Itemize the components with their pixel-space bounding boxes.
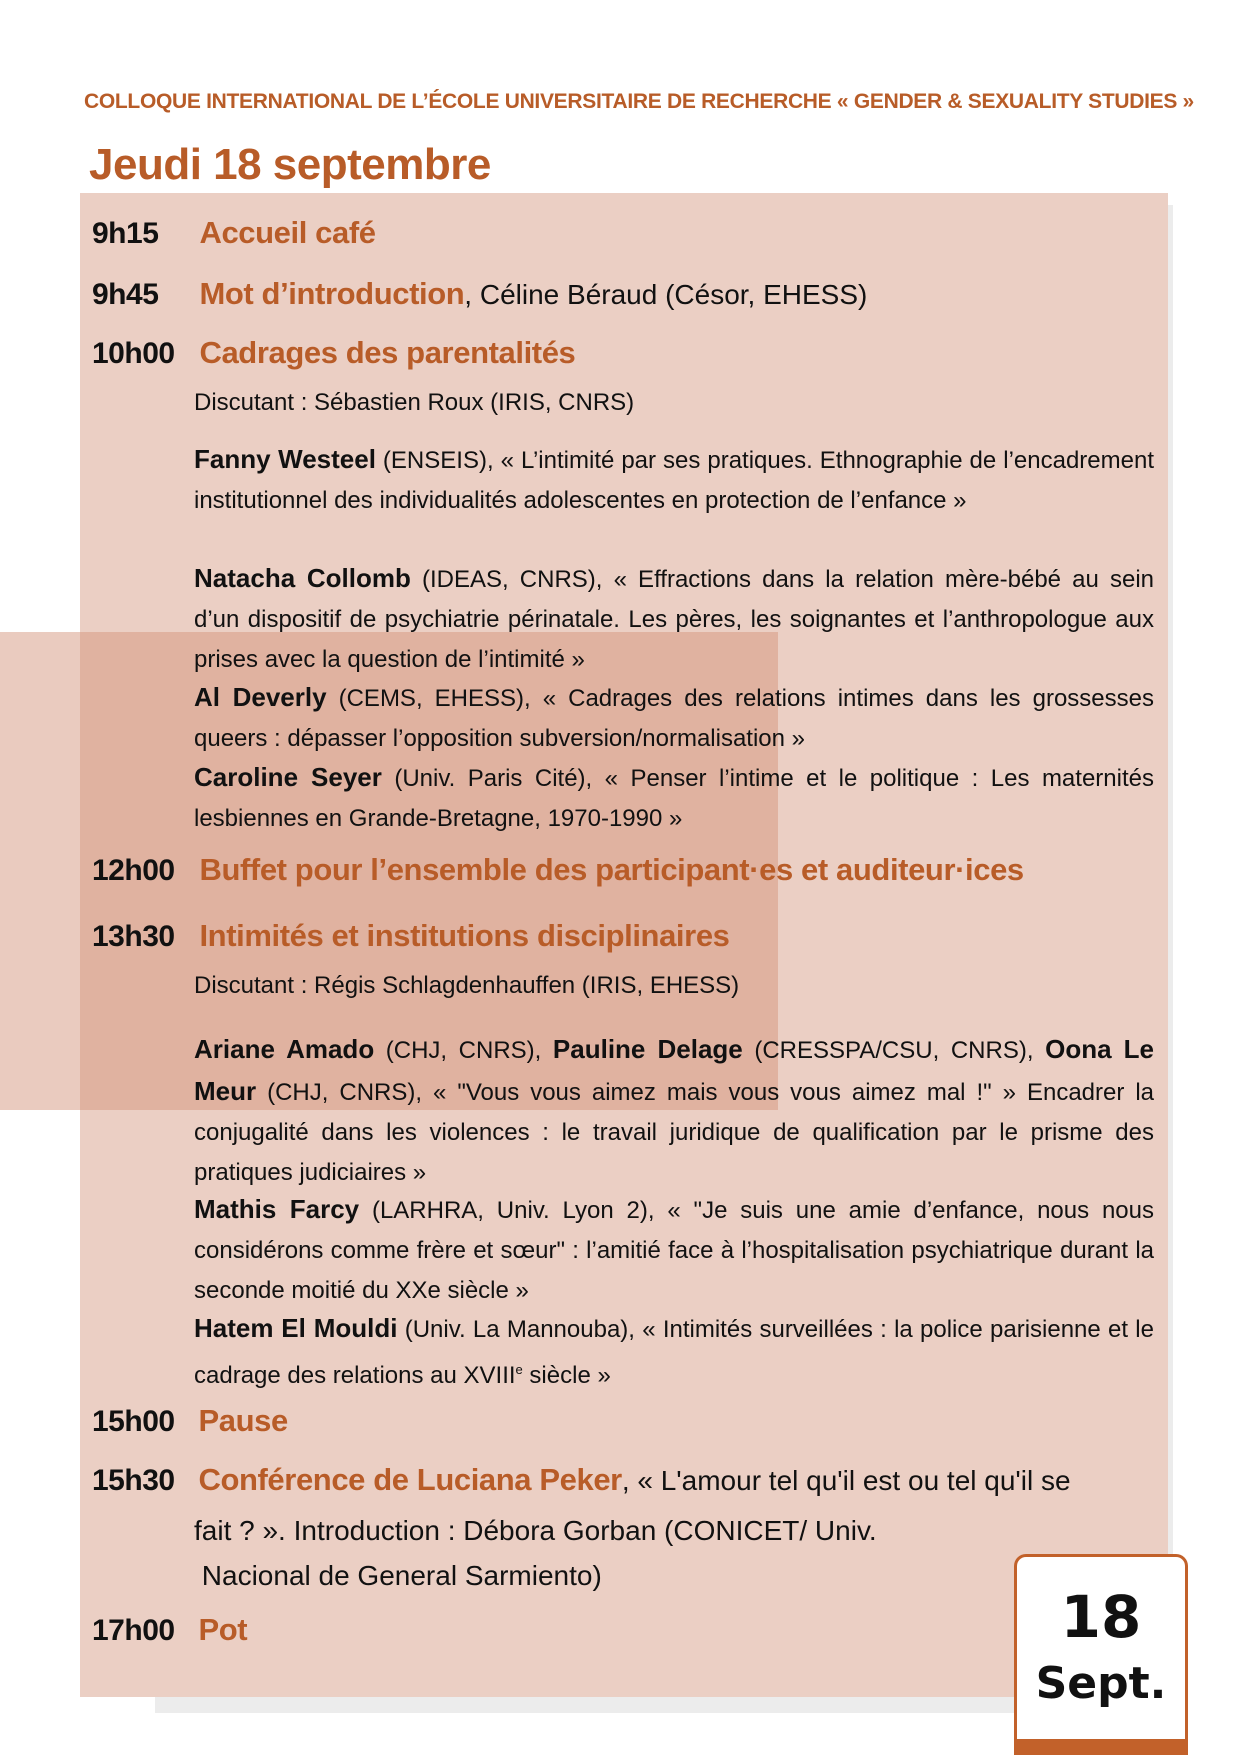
speaker-name: Natacha Collomb [194, 563, 411, 593]
superscript: e [515, 1362, 523, 1377]
speaker-affiliation: (CRESSPA/CSU, CNRS), [742, 1037, 1046, 1064]
session-title: Buffet pour l’ensemble des participant·es et auditeur·ices [199, 852, 1024, 887]
badge-day: 18 [1060, 1583, 1142, 1651]
session-title: Accueil café [199, 215, 376, 250]
session-0915 [92, 215, 376, 251]
badge-bar [1014, 1739, 1188, 1755]
colloque-header: COLLOQUE INTERNATIONAL DE L’ÉCOLE UNIVERSITAIRE DE RECHERCHE « GENDER & SEXUALITY STUDIES » [84, 90, 1194, 113]
speaker-name: Mathis Farcy [194, 1194, 360, 1224]
session-time: 15h00 [92, 1405, 175, 1438]
speaker-name: Pauline Delage [552, 1034, 743, 1064]
session-1700 [92, 1612, 247, 1648]
session-1000 [92, 335, 575, 371]
badge-month: Sept. [1035, 1658, 1167, 1709]
discussant: Discutant : Sébastien Roux (IRIS, CNRS) [194, 389, 635, 416]
talk-text: (Univ. Paris Cité), « Penser l’intime et le politique : Les maternités lesbiennes en Grande-Bretagne, 1970-1990 » [194, 765, 1154, 832]
talk-westeel [194, 439, 1154, 521]
session-1530 [92, 1462, 1071, 1498]
talk-seyer [194, 757, 1154, 839]
speaker-name: Oona Le Meur [194, 1034, 1155, 1106]
talk-collomb [194, 558, 1154, 680]
talk-text: (IDEAS, CNRS), « Effractions dans la relation mère-bébé au sein d’un dispositif de psychiatrie périnatale. Les pères, les soignantes et l’anthropologue aux prises avec la question de l’intimité » [194, 566, 1155, 673]
talk-text: (Univ. La Mannouba), « Intimités surveillées : la police parisienne et le cadrage des relations au XVIII [194, 1316, 1154, 1389]
talk-amado-delage-lemeur [194, 1029, 1154, 1193]
session-time: 10h00 [92, 337, 175, 370]
session-title: Mot d’introduction [199, 276, 465, 311]
session-1200 [92, 852, 1024, 888]
date-badge [1014, 1554, 1188, 1755]
session-title: Pause [198, 1403, 288, 1438]
session-time: 12h00 [92, 854, 175, 887]
session-title: Conférence de Luciana Peker [198, 1462, 622, 1497]
speaker-name: Caroline Seyer [194, 762, 382, 792]
talk-deverly [194, 677, 1154, 759]
speaker-affiliation: (CHJ, CNRS), [374, 1037, 553, 1064]
conference-line-3: Nacional de General Sarmiento) [194, 1560, 602, 1591]
talk-text: (ENSEIS), « L’intimité par ses pratiques. Ethnographie de l’encadrement institutionnel des individualités adolescentes en protection de l’enfance » [194, 447, 1154, 514]
session-0945 [92, 276, 867, 312]
day-title: Jeudi 18 septembre [89, 140, 491, 189]
talk-text: (CEMS, EHESS), « Cadrages des relations intimes dans les grossesses queers : dépasser l’opposition subversion/normalisation » [194, 685, 1154, 752]
speaker-name: Hatem El Mouldi [194, 1313, 398, 1343]
session-speaker: , « L'amour tel qu'il est ou tel qu'il se [621, 1465, 1071, 1496]
session-title: Intimités et institutions disciplinaires [199, 918, 730, 953]
session-1330 [92, 918, 730, 954]
session-speaker: , Céline Béraud (Césor, EHESS) [464, 279, 868, 310]
session-time: 9h15 [92, 217, 159, 250]
session-title: Cadrages des parentalités [199, 335, 576, 370]
speaker-name: Fanny Westeel [194, 444, 376, 474]
talk-text: (CHJ, CNRS), « "Vous vous aimez mais vous vous aimez mal !" » Encadrer la conjugalité dans les violences : le travail juridique de qualification par le prisme des pratiques judiciaires » [194, 1079, 1154, 1186]
session-time: 13h30 [92, 920, 175, 953]
speaker-name: Ariane Amado [194, 1034, 375, 1064]
conference-line-2: fait ? ». Introduction : Débora Gorban (CONICET/ Univ. [194, 1515, 877, 1546]
talk-text: (LARHRA, Univ. Lyon 2), « "Je suis une amie d’enfance, nous nous considérons comme frère et sœur" : l’amitié face à l’hospitalisation psychiatrique durant la seconde moitié du XXe siècle » [194, 1197, 1155, 1304]
session-1500 [92, 1403, 288, 1439]
speaker-name: Al Deverly [194, 682, 327, 712]
session-title: Pot [198, 1612, 248, 1647]
talk-text: siècle » [522, 1362, 611, 1389]
session-time: 9h45 [92, 278, 159, 311]
talk-farcy [194, 1189, 1154, 1311]
discussant: Discutant : Régis Schlagdenhauffen (IRIS, EHESS) [194, 972, 740, 999]
session-time: 17h00 [92, 1614, 175, 1647]
session-time: 15h30 [92, 1464, 175, 1497]
talk-el-mouldi [194, 1308, 1154, 1396]
